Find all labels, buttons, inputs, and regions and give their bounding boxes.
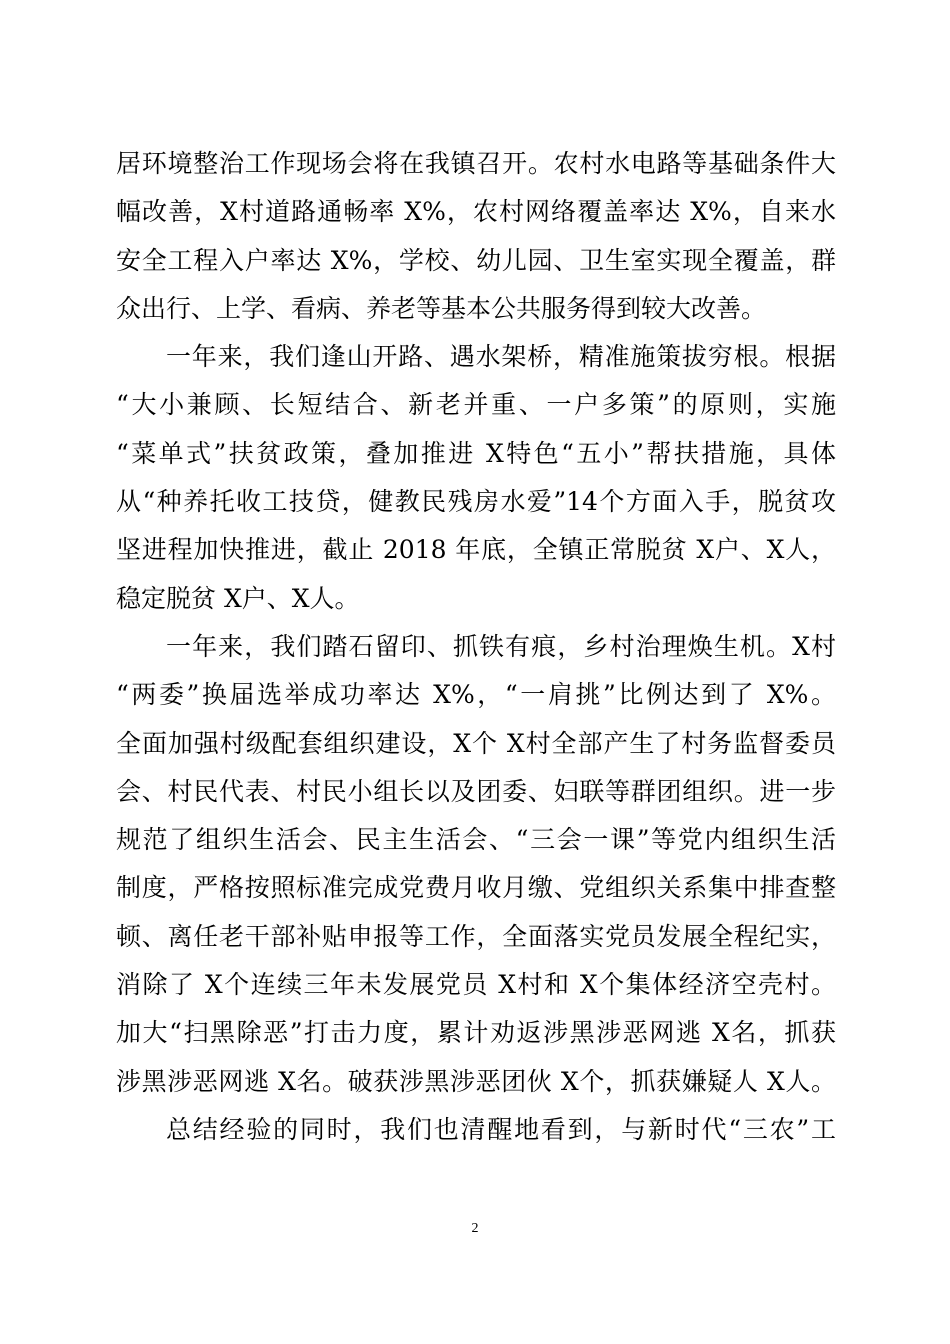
paragraph-first-line: 一年来，我们逢山开路、遇水架桥，精准施策拔穷根。根据: [166, 342, 836, 372]
text-line: 全面加强村级配套组织建设，X个 X村全部产生了村务监督委员: [116, 728, 836, 758]
text-line: 居环境整治工作现场会将在我镇召开。农村水电路等基础条件大: [116, 149, 836, 178]
text-line: 顿、离任老干部补贴申报等工作，全面落实党员发展全程纪实，: [116, 921, 836, 951]
text-line: 涉黑涉恶网逃 X名。破获涉黑涉恶团伙 X个，抓获嫌疑人 X人。: [116, 1066, 836, 1096]
text-line: “菜单式”扶贫政策，叠加推进 X特色“五小”帮扶措施，具体: [116, 438, 836, 468]
paragraph-first-line: 总结经验的同时，我们也清醒地看到，与新时代“三农”工: [166, 1114, 836, 1144]
text-line: 制度，严格按照标准完成党费月收月缴、党组织关系集中排查整: [116, 873, 836, 903]
text-line: 加大“扫黑除恶”打击力度，累计劝返涉黑涉恶网逃 X名，抓获: [116, 1018, 836, 1048]
text-line: 幅改善，X村道路通畅率 X%，农村网络覆盖率达 X%，自来水: [116, 197, 836, 227]
text-line: 消除了 X个连续三年未发展党员 X村和 X个集体经济空壳村。: [116, 970, 836, 1000]
paragraph-first-line: 一年来，我们踏石留印、抓铁有痕，乡村治理焕生机。X村: [166, 631, 836, 661]
text-line: 从“种养托收工技贷，健教民残房水爱”14个方面入手，脱贫攻: [116, 487, 836, 517]
text-line: 规范了组织生活会、民主生活会、“三会一课”等党内组织生活: [116, 825, 836, 855]
body-text: [116, 140, 836, 1154]
page-number: 2: [471, 1221, 479, 1236]
text-line: 会、村民代表、村民小组长以及团委、妇联等群团组织。进一步: [116, 776, 836, 806]
text-line: 坚进程加快推进，截止 2018 年底，全镇正常脱贫 X户、X人，: [116, 535, 836, 565]
text-line: 众出行、上学、看病、养老等基本公共服务得到较大改善。: [116, 293, 767, 323]
text-line: “两委”换届选举成功率达 X%，“一肩挑”比例达到了 X%。: [116, 680, 836, 710]
text-line: 稳定脱贫 X户、X人。: [116, 583, 360, 613]
text-line: “大小兼顾、长短结合、新老并重、一户多策”的原则，实施: [116, 390, 836, 420]
text-line: 安全工程入户率达 X%，学校、幼儿园、卫生室实现全覆盖，群: [116, 245, 836, 275]
